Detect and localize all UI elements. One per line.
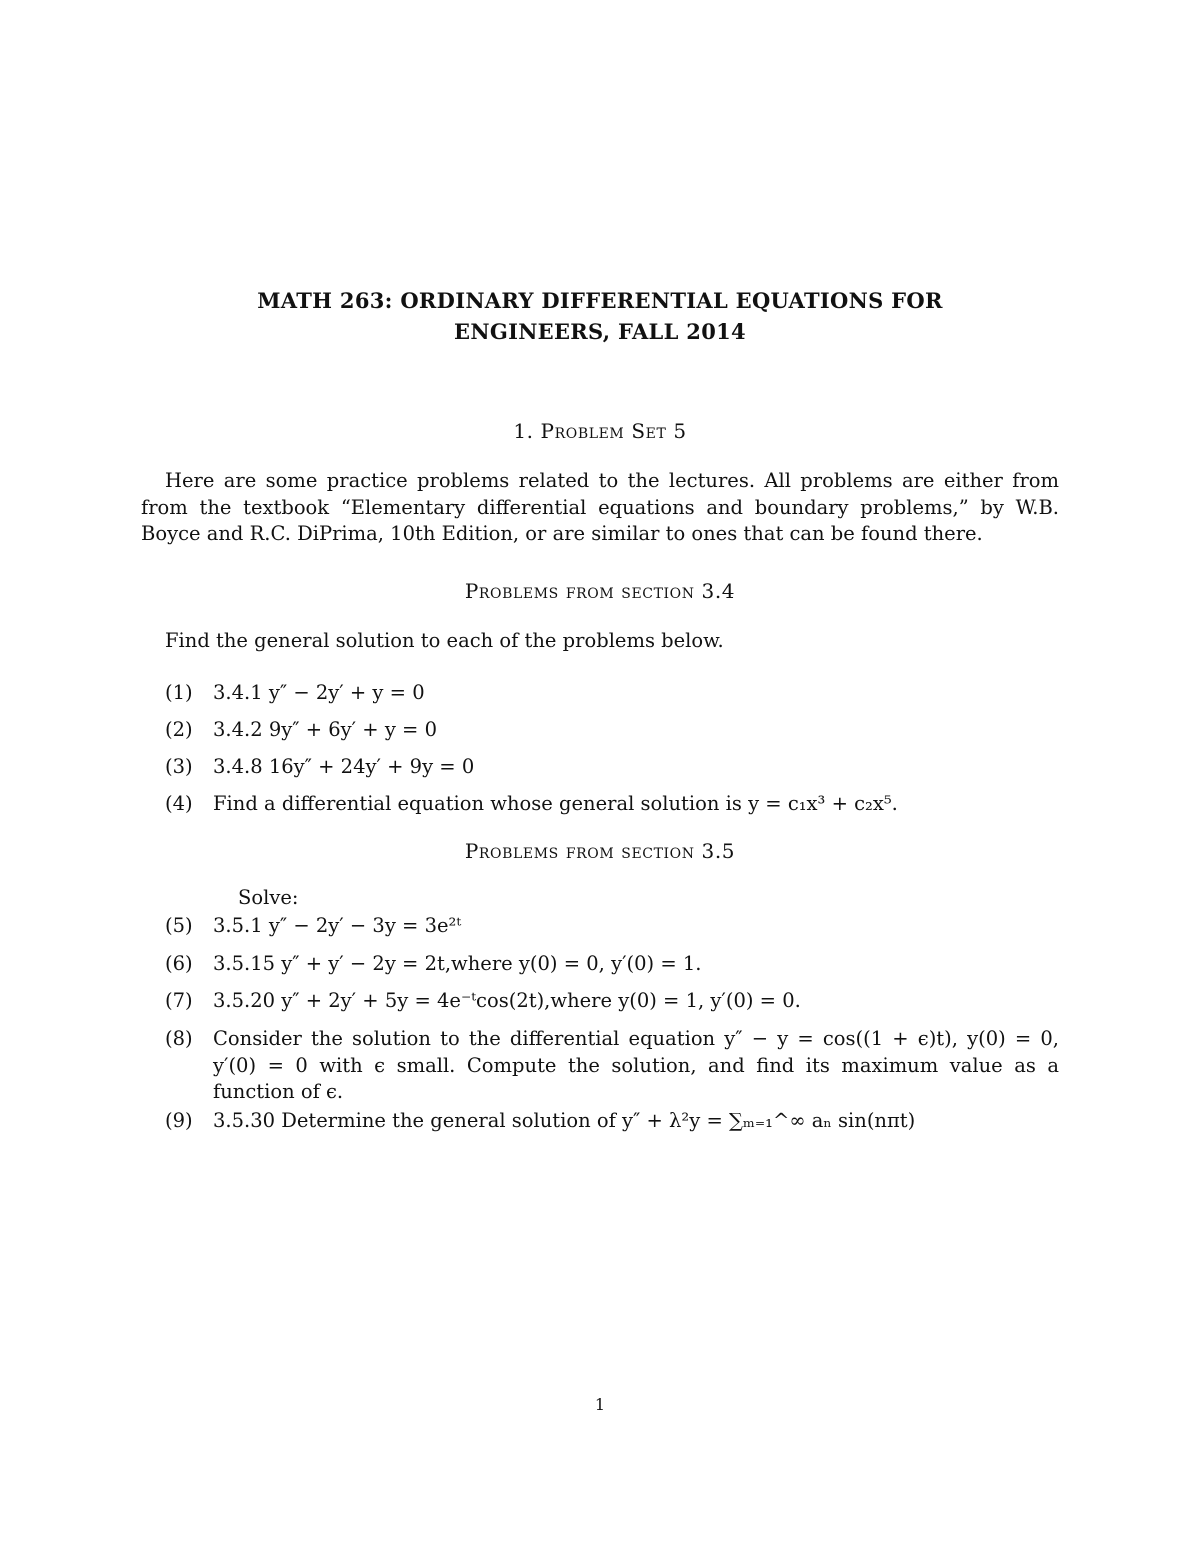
list-item xyxy=(165,754,1059,781)
item-text: 3.5.20 y″ + 2y′ + 5y = 4e⁻ᵗcos(2t),where y(0) = 1, y′(0) = 0. xyxy=(213,989,801,1012)
section-3-5-instruction: Solve: xyxy=(238,886,299,909)
item-text: 3.4.2 9y″ + 6y′ + y = 0 xyxy=(213,718,438,741)
item-text: 3.5.1 y″ − 2y′ − 3y = 3e²ᵗ xyxy=(213,914,462,937)
section-3-5-heading: Problems from section 3.5 xyxy=(464,839,736,863)
item-number: (4) xyxy=(165,792,193,815)
list-item xyxy=(165,680,1059,707)
section-3-4-instruction: Find the general solution to each of the problems below. xyxy=(165,629,724,652)
item-number: (6) xyxy=(165,952,193,975)
item-text: 3.4.8 16y″ + 24y′ + 9y = 0 xyxy=(213,755,475,778)
item-number: (8) xyxy=(165,1027,193,1050)
section-3-4-heading: Problems from section 3.4 xyxy=(464,579,736,603)
list-item xyxy=(165,1026,1059,1103)
list-item xyxy=(165,913,1059,940)
section-heading: 1. Problem Set 5 xyxy=(513,419,687,443)
item-text: Find a differential equation whose general solution is y = c₁x³ + c₂x⁵. xyxy=(213,792,898,815)
item-text: 3.5.30 Determine the general solution of y″ + λ²y = ∑ₘ₌₁^∞ aₙ sin(nπt) xyxy=(213,1109,916,1132)
intro-paragraph: Here are some practice problems related to the lectures. All problems are either from from the textbook “Elementary differential equations and boundary problems,” by W.B. Boyce and R.C. DiPrima, 10th Edition, or are similar to ones that can be found there. xyxy=(141,469,1059,545)
list-item xyxy=(165,717,1059,744)
list-item xyxy=(165,1108,1059,1135)
item-text: Consider the solution to the differential equation y″ − y = cos((1 + ϵ)t), y(0) = 0, y′(0) = 0 with ϵ small. Compute the solution, and find its maximum value as a function of ϵ. xyxy=(213,1027,1059,1103)
list-item xyxy=(165,951,1059,978)
page-number: 1 xyxy=(594,1395,606,1414)
item-number: (3) xyxy=(165,755,193,778)
document-title-line-2: ENGINEERS, FALL 2014 xyxy=(454,319,746,344)
document-title-line-1: MATH 263: ORDINARY DIFFERENTIAL EQUATIONS FOR xyxy=(257,288,943,313)
item-text: 3.5.15 y″ + y′ − 2y = 2t,where y(0) = 0, y′(0) = 1. xyxy=(213,952,702,975)
item-number: (1) xyxy=(165,681,193,704)
item-number: (7) xyxy=(165,989,193,1012)
item-text: 3.4.1 y″ − 2y′ + y = 0 xyxy=(213,681,425,704)
item-number: (2) xyxy=(165,718,193,741)
list-item xyxy=(165,988,1059,1015)
list-item xyxy=(165,791,1059,818)
item-number: (9) xyxy=(165,1109,193,1132)
item-number: (5) xyxy=(165,914,193,937)
